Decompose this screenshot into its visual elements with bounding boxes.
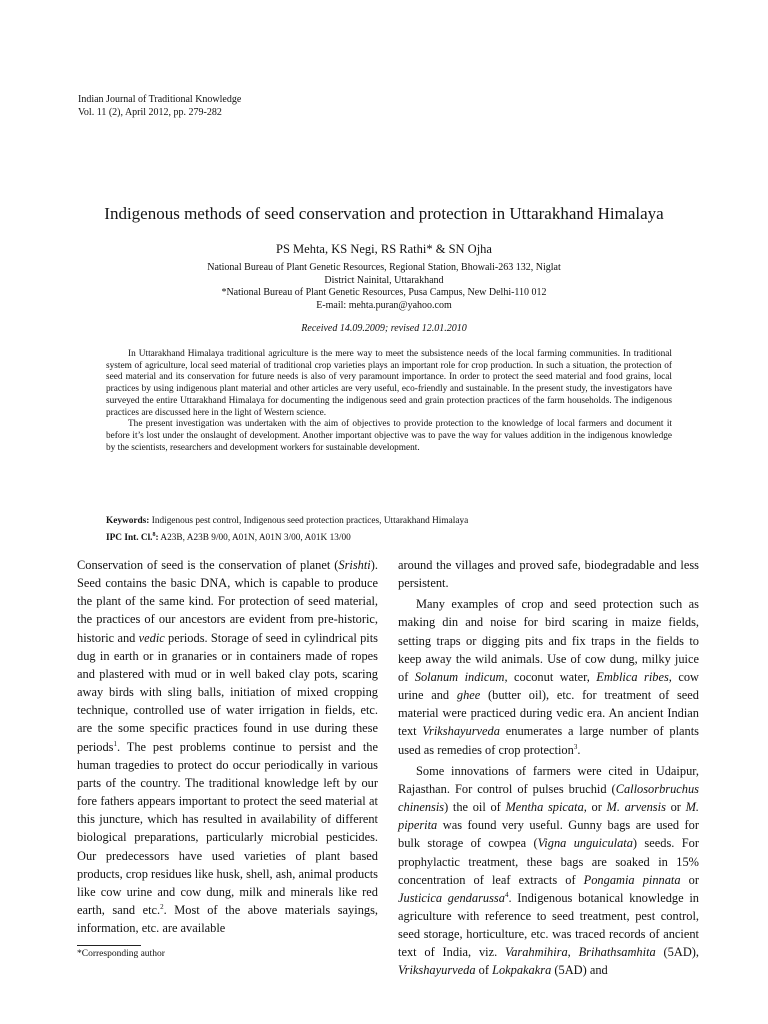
- affiliation: [160, 262, 608, 312]
- email-address[interactable]: mehta.puran@yahoo.com: [348, 299, 452, 311]
- affiliation-line-2: District Nainital, Uttarakhand: [324, 274, 444, 286]
- keywords-label: Keywords:: [106, 516, 150, 526]
- abstract: [106, 349, 672, 454]
- footnote-divider: [77, 945, 141, 946]
- right-column: [398, 556, 699, 980]
- affiliation-line-1: National Bureau of Plant Genetic Resources, Regional Station, Bhowali-263 132, Niglat: [207, 262, 561, 273]
- affiliation-line-3: *National Bureau of Plant Genetic Resources, Pusa Campus, New Delhi-110 012: [221, 287, 547, 298]
- citation-ref: 1: [113, 739, 117, 748]
- keywords-text: Indigenous pest control, Indigenous seed protection practices, Uttarakhand Himalaya: [151, 516, 469, 526]
- email-label: E-mail:: [316, 299, 347, 311]
- right-paragraph-2: Many examples of crop and seed protection such as making din and noise for bird scaring in maize fields, setting traps or digging pits and fix traps in the fields to keep away the wild animals. Use of cow dung, milky juice of Solanum indicum, coconut water, Emblica ribes, cow urine and ghee (butter oil), etc. for treatment of seed material were practiced during vedic era. An ancient Indian text Vrikshayurveda enumerates a large number of plants used as remedies of crop protection$^3$.: [398, 597, 699, 757]
- left-column: [77, 556, 378, 937]
- citation-ref: 4: [504, 890, 509, 899]
- keywords-line: [106, 514, 686, 528]
- abstract-paragraph-1: In Uttarakhand Himalaya traditional agriculture is the mere way to meet the subsistence needs of the local farming communities. In traditional system of agriculture, local seed material of traditional crop varieties plays an important role for crop production. In such a situation, the protection of seed material and its conservation for future needs is also of very paramount importance. In order to protect the seed material and food grains, local practices by using indigenous plant material and other articles are very useful, eco-friendly and sustainable. In the present study, the investigators have surveyed the entire Uttarakhand Himalaya for documenting the indigenous seed and grain protection practices of the farm households. The indigenous practices are discussed here in the light of Western science.: [106, 349, 672, 418]
- ipc-label: IPC Int. Cl.$^8$:: [106, 532, 159, 544]
- journal-name: Indian Journal of Traditional Knowledge: [78, 94, 242, 105]
- ipc-line: [106, 528, 686, 545]
- ipc-text: A23B, A23B 9/00, A01N, A01N 3/00, A01K 13/00: [160, 533, 351, 544]
- email-line: [160, 300, 608, 313]
- footnote: *Corresponding author: [77, 949, 165, 959]
- citation-ref: 2: [160, 902, 164, 911]
- authors: PS Mehta, KS Negi, RS Rathi* & SN Ojha: [276, 242, 492, 256]
- left-paragraph: Conservation of seed is the conservation of planet (Srishti). Seed contains the basic DNA, which is capable to produce the plant of the same kind. For protection of seed material, the practices of our ancestors are evident from pre-historic, historic and vedic periods. Storage of seed in cylindrical pits dug in earth or in granaries or in containers made of ropes and plastered with mud or in well baked clay pots, scaring away birds with sling balls, initiation of mixed cropping technique, controlled use of water irrigation in fields, etc. are the some specific practices found in use during these periods$^1$. The pest problems continue to persist and the human tragedies to protect do occur periodically in various parts of the country. The traditional knowledge left by our fore fathers appears important to protect the seed material at this juncture, which has resulted in availability of different biological preparations, particularly microbial pesticides. Our predecessors have used varieties of plant based products, crop residues like husk, shell, ash, animal products like cow urine and cow dung, milk and minerals like red earth, sand etc.$^2$. Most of the above materials sayings, information, etc. are available: [77, 558, 378, 936]
- journal-header: [78, 93, 241, 119]
- citation-ref: 3: [573, 742, 578, 751]
- keywords-block: [106, 514, 686, 545]
- paper-title: Indigenous methods of seed conservation and protection in Uttarakhand Himalaya: [104, 204, 664, 223]
- abstract-paragraph-2: The present investigation was undertaken with the aim of objectives to provide protection to the knowledge of local farmers and document it before it’s lost under the onslaught of development. Another important objective was to pave the way for values addition in the indigenous knowledge by the scientists, researchers and development workers for sustainable development.: [106, 419, 672, 453]
- journal-volume: Vol. 11 (2), April 2012, pp. 279-282: [78, 107, 222, 118]
- right-paragraph-1: around the villages and proved safe, biodegradable and less persistent.: [398, 558, 699, 591]
- received-dates: Received 14.09.2009; revised 12.01.2010: [301, 323, 467, 334]
- right-paragraph-3: Some innovations of farmers were cited in Udaipur, Rajasthan. For control of pulses bruchid (Callosorbruchus chinensis) the oil of Mentha spicata, or M. arvensis or M. piperita was found very useful. Gunny bags are used for bulk storage of cowpea (Vigna unguiculata) seeds. For prophylactic treatment, these bags are soaked in 15% concentration of leaf extracts of Pongamia pinnata or Justicica gendarussa$^4$. Indigenous botanical knowledge in agriculture with reference to seed treatment, pest control, seed storage, horticulture, etc. was traced records of ancient text of India, viz. Varahmihira, Brihathsamhita (5AD), Vrikshayurveda of Lokpakakra (5AD) and: [398, 763, 700, 978]
